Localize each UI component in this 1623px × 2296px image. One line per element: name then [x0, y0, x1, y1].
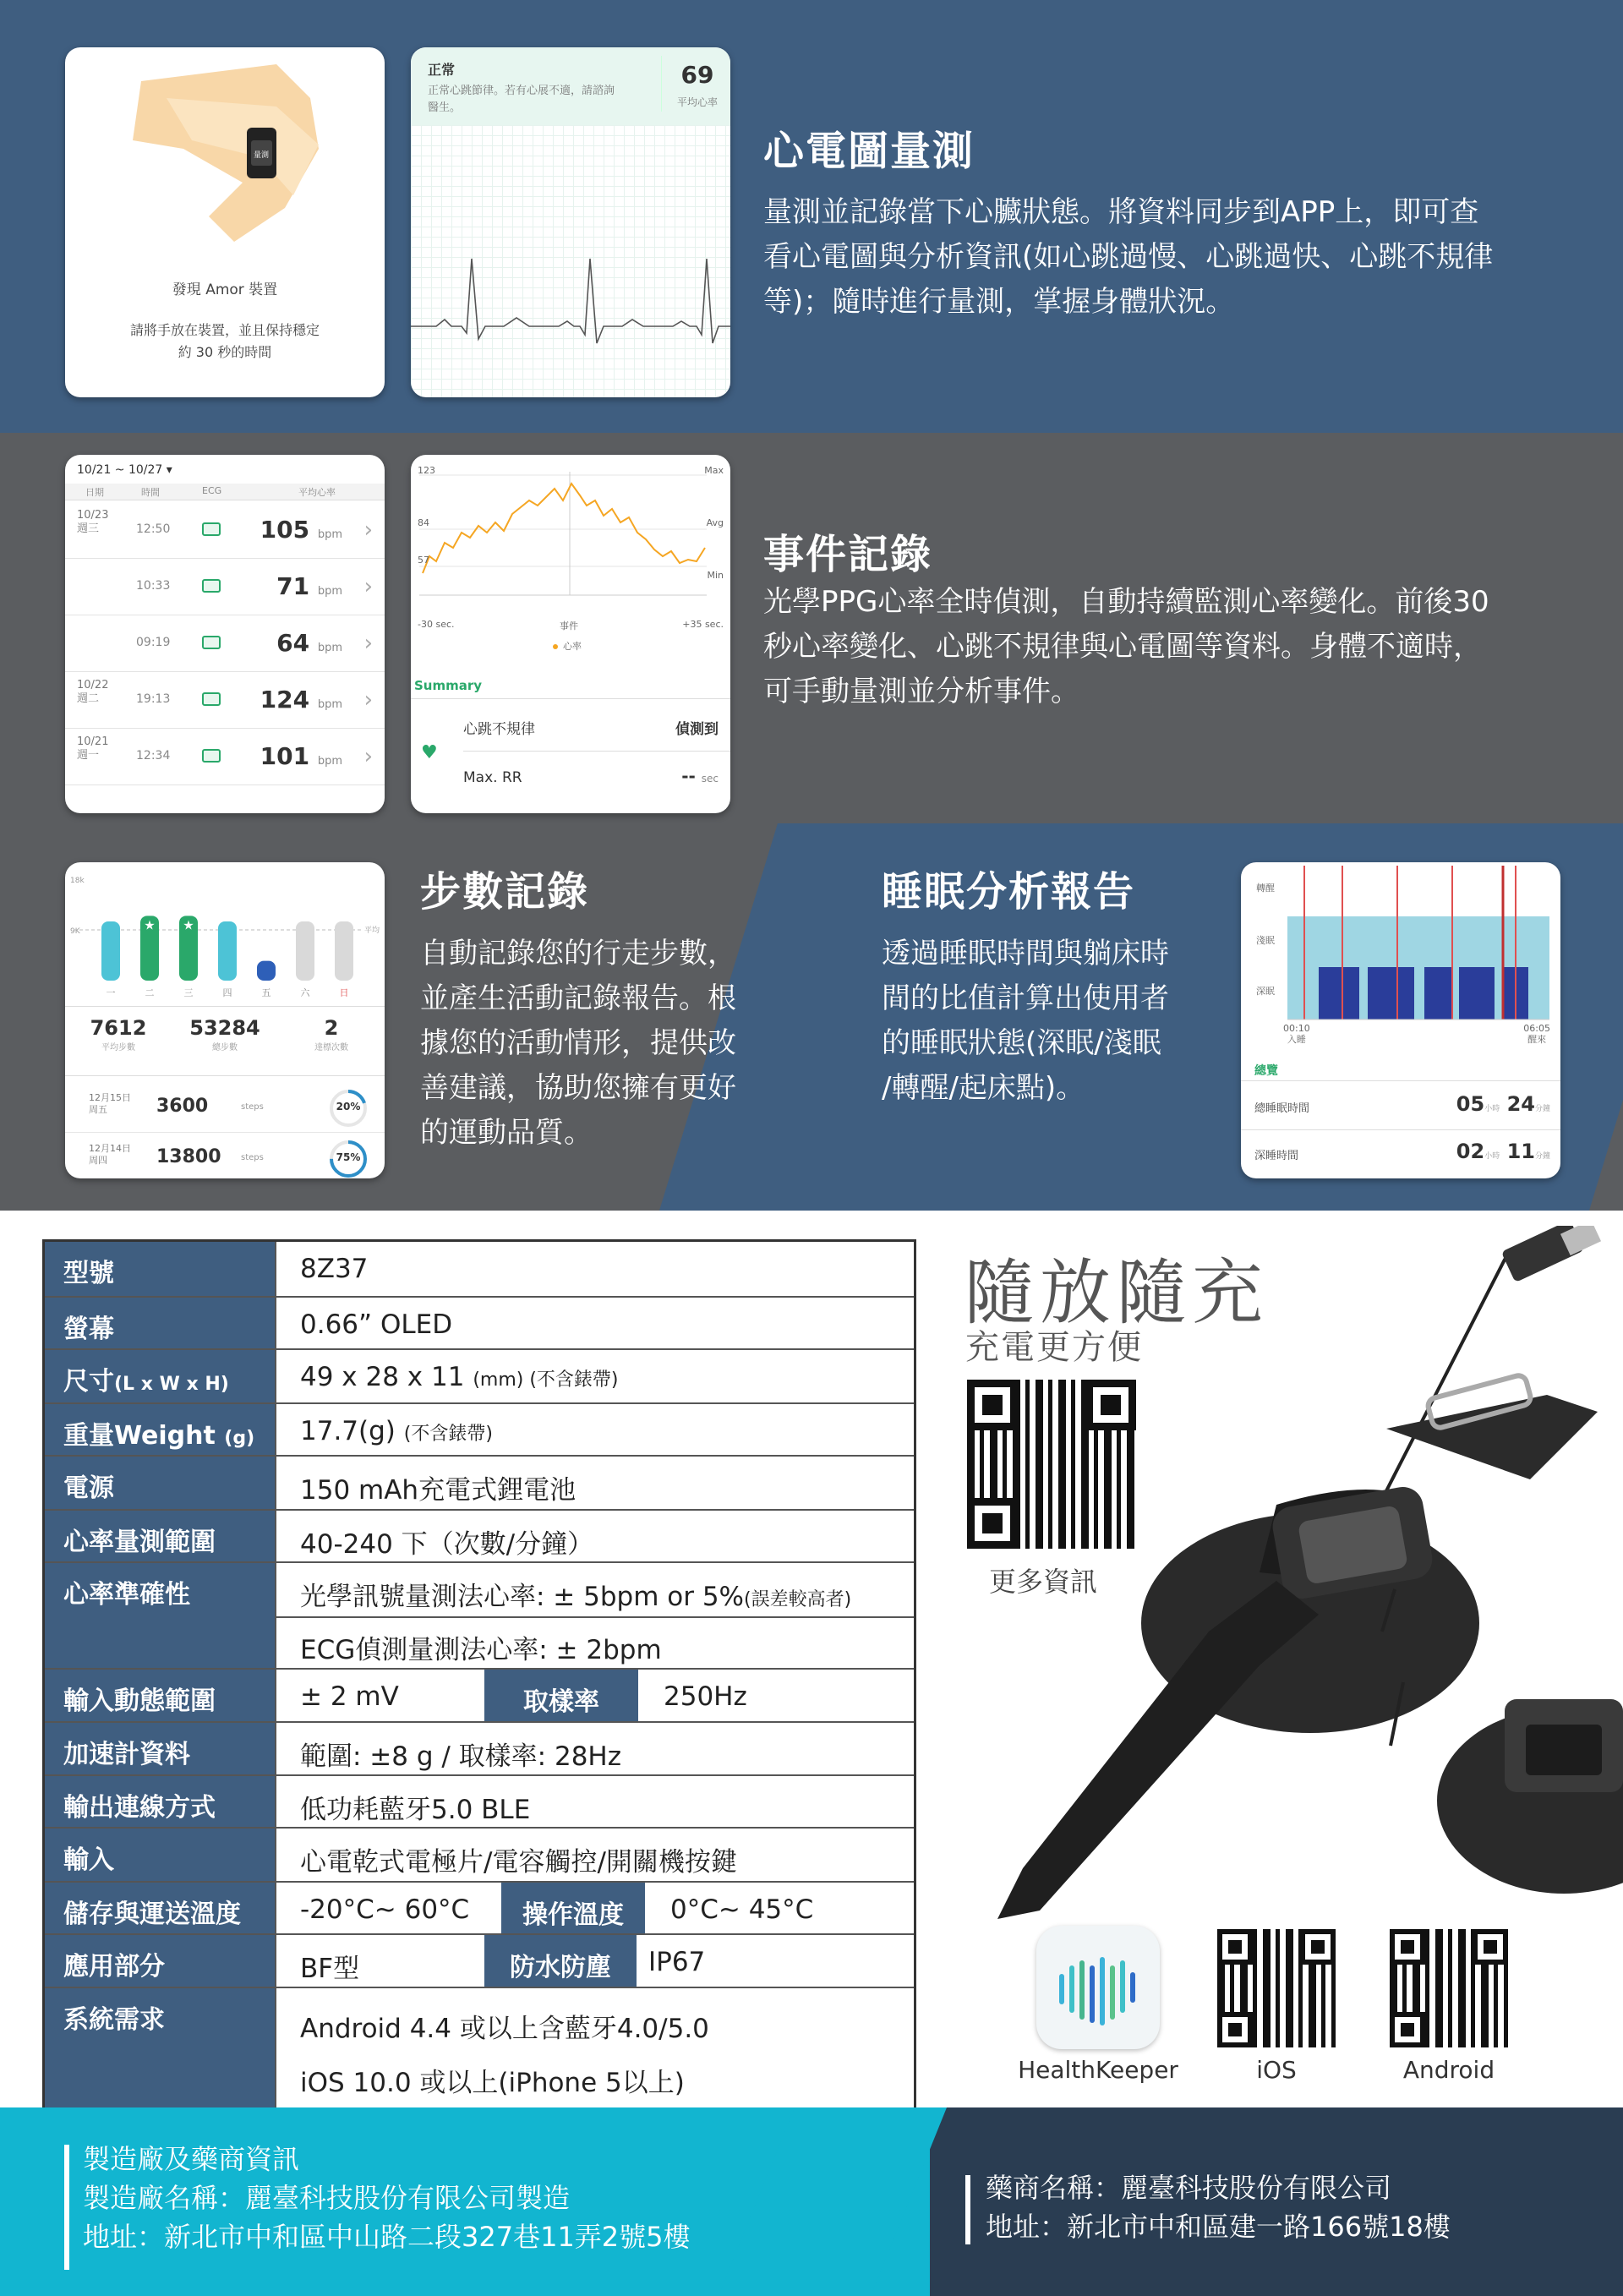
y-tick: 123 [418, 465, 435, 476]
spec-sublabel: 防水防塵 [484, 1935, 637, 1987]
ecg-icon [202, 749, 221, 763]
instruction-line1: 請將手放在裝置，並且保持穩定 [129, 322, 320, 338]
more-info-label: 更多資訊 [989, 1566, 1098, 1598]
ecg-icon [202, 579, 221, 593]
spec-value-note: (mm) (不含錶帶) [473, 1369, 619, 1391]
row-bpm [276, 629, 342, 657]
spec-row-conn [45, 1774, 914, 1827]
bar[interactable] [296, 921, 314, 981]
spec-label: 應用部分 [45, 1935, 275, 1987]
x-tick-label: 五 [261, 987, 271, 998]
spec-label: 心率量測範圍 [45, 1511, 275, 1561]
footer-right [986, 2168, 1451, 2246]
spec-value-text: 17.7(g) [300, 1416, 396, 1446]
steps-desc-line: 據您的活動情形，提供改 [420, 1026, 736, 1060]
steps-desc [420, 932, 736, 1156]
spec-label: 心率準確性 [45, 1563, 275, 1668]
footer [0, 2107, 1623, 2296]
spec-value: 8Z37 [300, 1254, 369, 1284]
steps-bar-chart [65, 862, 385, 1006]
spec-label [45, 1350, 275, 1402]
instruction-line2: 約 30 秒的時間 [178, 344, 272, 360]
ecg-desc-line: 看心電圖與分析資訊(如心跳過慢、心跳過快、心跳不規律 [763, 240, 1494, 274]
spec-value: 心電乾式電極片/電容觸控/開關機按鍵 [300, 1847, 737, 1878]
row-bpm-value: 64 [276, 629, 310, 657]
heart-icon: ♥ [421, 742, 438, 763]
event-title: 事件記錄 [763, 531, 933, 578]
deep-sleep-value [1456, 1140, 1550, 1163]
row-time: 12:34 [136, 749, 171, 763]
spec-row-power [45, 1455, 914, 1509]
stat-label: 平均步數 [101, 1043, 135, 1052]
sleep-start-time: 00:10 [1283, 1023, 1310, 1034]
sleep-title: 睡眠分析報告 [882, 868, 1136, 916]
spec-row-model [45, 1242, 914, 1296]
promo-sub: 充電更方便 [965, 1328, 1143, 1367]
device-found-text: 發現 Amor 裝置 [172, 282, 278, 298]
row-bpm-value: 101 [260, 742, 310, 770]
steps-desc-line: 並產生活動記錄報告。根 [420, 981, 736, 1015]
distributor-address: 地址：新北市中和區建一路166號18樓 [986, 2211, 1451, 2243]
sleep-summary-title: 總覽 [1254, 1064, 1278, 1078]
spec-value: 0.66” OLED [300, 1309, 453, 1340]
stat-value: 53284 [189, 1016, 260, 1040]
row-bpm-unit: bpm [317, 642, 342, 654]
spec-label: 輸入 [45, 1829, 275, 1881]
irregular-label: 心跳不規律 [463, 721, 535, 738]
sleep-desc-line: /轉醒/起床點)。 [882, 1071, 1085, 1105]
spec-row-accel [45, 1721, 914, 1774]
steps-title: 步數記錄 [420, 868, 590, 916]
spec-sublabel: 取樣率 [484, 1670, 638, 1721]
bar[interactable] [335, 921, 353, 981]
spec-value-note: (誤差較高者) [744, 1589, 852, 1610]
ecg-desc-line: 等)；隨時進行量測，掌握身體狀況。 [763, 285, 1235, 319]
chevron-right-icon: › [363, 744, 373, 769]
day-steps: 3600 [156, 1096, 209, 1117]
list-item[interactable] [65, 1084, 385, 1133]
y-tick: 57 [418, 555, 429, 566]
sleep-desc [882, 932, 1169, 1111]
stat-label: 達標次數 [314, 1043, 348, 1052]
summary-title: Summary [414, 678, 483, 693]
event-desc-line: 秒心率變化、心跳不規律與心電圖等資料。身體不適時， [763, 630, 1482, 664]
ecg-bpm: 69 [680, 61, 714, 89]
max-rr-number: -- [681, 766, 696, 786]
date-range-selector[interactable]: 10/21 ~ 10/27 ▾ [77, 463, 172, 477]
spec-label-text: 重量Weight [63, 1421, 216, 1451]
x-tick-label: 一 [106, 987, 116, 998]
sleep-end-label: 醒來 [1527, 1034, 1547, 1045]
spec-value: iOS 10.0 或以上(iPhone 5以上) [300, 2068, 685, 2098]
chevron-right-icon: › [363, 517, 373, 543]
row-bpm [276, 572, 342, 600]
row-date: 10/23 週三 [77, 509, 109, 535]
spec-value [275, 1350, 619, 1402]
row-time: 19:13 [136, 692, 171, 706]
day-unit: steps [241, 1153, 264, 1162]
spec-row-hr-acc [45, 1561, 914, 1668]
row-time: 12:50 [136, 522, 171, 536]
ecg-bpm-label: 平均心率 [676, 96, 718, 108]
heart-wave-icon [1036, 1926, 1160, 2049]
day-pct: 20% [336, 1101, 361, 1112]
ecg-icon [202, 692, 221, 706]
spec-label: 螢幕 [45, 1298, 275, 1348]
footer-left [83, 2140, 691, 2256]
spec-value: ± 2 mV [300, 1681, 399, 1712]
spec-row-input [45, 1827, 914, 1881]
sleep-hypnogram [1241, 862, 1560, 1031]
x-tick-label: 六 [300, 987, 310, 998]
spec-value-note: (不含錶帶) [403, 1424, 493, 1445]
steps-desc-line: 的運動品質。 [420, 1116, 593, 1150]
list-item[interactable] [65, 1134, 385, 1178]
row-time: 09:19 [136, 636, 171, 649]
spec-value-text: 49 x 28 x 11 [300, 1362, 465, 1392]
spec-row-screen [45, 1296, 914, 1348]
manufacturer-address: 地址：新北市中和區中山路二段327巷11弄2號5樓 [83, 2221, 691, 2253]
total-m: 24 [1506, 1092, 1535, 1116]
spec-row-applied [45, 1933, 914, 1987]
spec-label-unit: (g) [224, 1428, 255, 1449]
healthkeeper-app-icon[interactable] [1036, 1926, 1160, 2049]
unit-h: 小時 [1484, 1105, 1500, 1113]
spec-value: -20°C~ 60°C [300, 1894, 470, 1925]
chevron-right-icon: › [363, 687, 373, 713]
distributor-name: 藥商名稱：麗臺科技股份有限公司 [986, 2172, 1392, 2204]
row-date: 10/22 週二 [77, 679, 109, 705]
sleep-desc-line: 間的比值計算出使用者 [882, 981, 1169, 1015]
spec-label-text: 尺寸 [63, 1367, 114, 1397]
event-desc [763, 580, 1489, 714]
irregular-value: 偵測到 [675, 721, 719, 738]
spec-label-unit: (L x W x H) [114, 1374, 229, 1395]
event-desc-line: 可手動量測並分析事件。 [763, 675, 1079, 708]
spec-label: 型號 [45, 1242, 275, 1296]
star-icon: ★ [183, 917, 194, 933]
col-ecg: ECG [202, 485, 222, 496]
ecg-title: 心電圖量測 [763, 128, 975, 175]
unit-m: 分鐘 [1534, 1152, 1550, 1161]
max-rr-label: Max. RR [463, 769, 522, 786]
x-tick-label: 三 [183, 987, 194, 998]
min-label: Min [707, 570, 724, 581]
sleep-desc-line: 透過睡眠時間與躺床時 [882, 937, 1169, 970]
sleep-card [1241, 862, 1560, 1178]
ios-qr[interactable] [1217, 1929, 1336, 2047]
spec-label: 電源 [45, 1457, 275, 1509]
spec-row-weight [45, 1402, 914, 1455]
event-list-card [65, 455, 385, 813]
ecg-band [0, 0, 1623, 433]
row-time: 10:33 [136, 579, 171, 593]
stat-value: 2 [324, 1016, 339, 1040]
steps-card [65, 862, 385, 1178]
x-label-event: 事件 [560, 620, 578, 631]
spec-value: ECG偵測量測法心率: ± 2bpm [300, 1635, 662, 1665]
deep-sleep-label: 深睡時間 [1254, 1150, 1299, 1162]
spec-value: 250Hz [664, 1681, 747, 1712]
x-label: -30 sec. [418, 619, 455, 630]
y-tick-label: 18k [70, 877, 85, 885]
max-rr-unit: sec [701, 773, 719, 784]
col-date: 日期 [85, 487, 104, 498]
max-rr-value [681, 766, 719, 786]
deep-h: 02 [1456, 1140, 1485, 1163]
spec-value-text: 光學訊號量測法心率: ± 5bpm or 5% [300, 1582, 745, 1612]
spec-label: 加速計資料 [45, 1723, 275, 1774]
x-label: +35 sec. [682, 619, 724, 630]
stat-label: 總步數 [212, 1043, 238, 1052]
table-row[interactable] [65, 559, 385, 615]
watch-charger-illustration [921, 1226, 1623, 1927]
total-sleep-label: 總睡眠時間 [1254, 1102, 1310, 1115]
sleep-end-time: 06:05 [1523, 1023, 1550, 1034]
sleep-end [1523, 1023, 1550, 1045]
spec-value [275, 1404, 493, 1455]
spec-value: 0°C~ 45°C [670, 1894, 814, 1925]
promo-headline: 隨放隨充 [964, 1251, 1269, 1334]
spec-label [45, 1404, 275, 1455]
healthkeeper-label: HealthKeeper [1018, 2056, 1178, 2084]
footer-heading: 製造廠及藥商資訊 [83, 2143, 300, 2175]
spec-row-temp [45, 1881, 914, 1933]
chevron-right-icon: › [363, 574, 373, 599]
ios-label: iOS [1256, 2056, 1297, 2084]
hand-watch-illustration [65, 47, 385, 267]
row-bpm [260, 516, 342, 544]
spec-value: BF型 [300, 1954, 360, 1984]
spec-value [275, 1563, 851, 1616]
level-deep: 深眠 [1256, 986, 1275, 997]
spec-label: 輸出連線方式 [45, 1776, 275, 1827]
x-tick-label: 四 [222, 987, 232, 998]
sleep-start-label: 入睡 [1287, 1034, 1306, 1045]
row-bpm [260, 742, 342, 770]
spec-value: Android 4.4 或以上含藍牙4.0/5.0 [300, 2014, 709, 2044]
total-sleep-value [1456, 1092, 1550, 1116]
ecg-status: 正常 [428, 62, 456, 78]
spec-value: 範圍: ±8 g / 取樣率: 28Hz [300, 1741, 622, 1772]
spec-value: IP67 [648, 1947, 706, 1977]
watch-tag: 量測 [253, 151, 270, 160]
row-bpm-value: 124 [260, 686, 310, 713]
chevron-right-icon: › [363, 631, 373, 656]
x-tick-label: 二 [145, 987, 155, 998]
ecg-chart-card [411, 47, 730, 397]
hr-trend-chart [411, 455, 730, 624]
step-stat [65, 1016, 172, 1052]
bar[interactable] [101, 921, 120, 981]
ecg-note-2: 醫生。 [428, 101, 462, 114]
table-row[interactable] [65, 615, 385, 672]
sleep-start [1283, 1023, 1310, 1045]
col-avg-hr: 平均心率 [298, 487, 336, 498]
unit-m: 分鐘 [1534, 1105, 1550, 1113]
spec-table [42, 1239, 916, 2110]
spec-row-sys [45, 1987, 914, 2107]
steps-sleep-band [0, 823, 1623, 1211]
ecg-icon [202, 636, 221, 649]
spec-row-input-range [45, 1668, 914, 1721]
ecg-note-1: 正常心跳節律。若有心展不適，請諮詢 [428, 85, 615, 97]
bar[interactable] [257, 961, 276, 981]
legend-dot [553, 644, 558, 649]
steps-desc-line: 善建議，協助您擁有更好 [420, 1071, 736, 1105]
ecg-waveform [411, 47, 730, 397]
hr-chart-card [411, 455, 730, 813]
steps-desc-line: 自動記錄您的行走步數， [420, 937, 736, 970]
deep-m: 11 [1506, 1140, 1535, 1163]
step-stat [172, 1016, 278, 1052]
day-steps: 13800 [156, 1146, 221, 1167]
bar[interactable] [218, 921, 237, 981]
table-row[interactable] [65, 502, 385, 559]
day-pct: 75% [336, 1151, 361, 1163]
row-bpm-unit: bpm [317, 528, 342, 541]
event-band [0, 433, 1623, 823]
ecg-device-card [65, 47, 385, 397]
goal-label: 平均 [364, 927, 380, 935]
spec-label: 儲存與運送溫度 [45, 1883, 275, 1933]
spec-row-hr-range [45, 1509, 914, 1561]
legend-label: 心率 [563, 641, 582, 652]
spec-value: 40-240 下（次數/分鐘） [300, 1529, 594, 1560]
total-h: 05 [1456, 1092, 1485, 1116]
table-row[interactable] [65, 672, 385, 729]
sleep-desc-line: 的睡眠狀態(深眠/淺眠 [882, 1026, 1161, 1060]
spec-sublabel: 操作溫度 [501, 1883, 645, 1933]
event-desc-line: 光學PPG心率全時偵測，自動持續監測心率變化。前後30 [763, 585, 1489, 619]
ecg-desc-line: 量測並記錄當下心臟狀態。將資料同步到APP上，即可查 [763, 195, 1479, 229]
row-bpm-value: 105 [260, 516, 310, 544]
star-icon: ★ [144, 917, 156, 933]
col-time: 時間 [141, 487, 160, 498]
avg-label: Avg [706, 517, 724, 528]
spec-value: 150 mAh充電式鋰電池 [300, 1475, 577, 1506]
row-date: 10/21 週一 [77, 735, 109, 762]
ecg-icon [202, 522, 221, 536]
row-bpm-unit: bpm [317, 698, 342, 711]
max-label: Max [704, 465, 724, 476]
manufacturer-name: 製造廠名稱：麗臺科技股份有限公司製造 [83, 2182, 571, 2214]
row-bpm-unit: bpm [317, 755, 342, 768]
day-unit: steps [241, 1102, 264, 1112]
table-row[interactable] [65, 729, 385, 785]
day-date: 12月15日 周五 [89, 1092, 131, 1115]
x-tick-label: 日 [339, 987, 349, 998]
android-label: Android [1402, 2056, 1495, 2084]
stat-value: 7612 [90, 1016, 147, 1040]
spec-label: 輸入動態範圍 [45, 1670, 275, 1721]
row-bpm-value: 71 [276, 572, 310, 600]
ecg-desc [763, 190, 1493, 325]
y-tick: 84 [418, 517, 429, 528]
row-bpm [260, 686, 342, 713]
row-bpm-unit: bpm [317, 585, 342, 598]
spec-value: 低功耗藍牙5.0 BLE [300, 1795, 531, 1825]
level-awake: 轉醒 [1256, 883, 1275, 894]
level-light: 淺眠 [1256, 935, 1275, 946]
unit-h: 小時 [1484, 1152, 1500, 1161]
spec-label: 系統需求 [45, 1988, 275, 2107]
y-tick-label: 9K [70, 927, 80, 936]
step-stat [278, 1016, 385, 1052]
day-date: 12月14日 周四 [89, 1143, 131, 1166]
spec-row-size [45, 1348, 914, 1402]
android-qr[interactable] [1390, 1929, 1508, 2047]
